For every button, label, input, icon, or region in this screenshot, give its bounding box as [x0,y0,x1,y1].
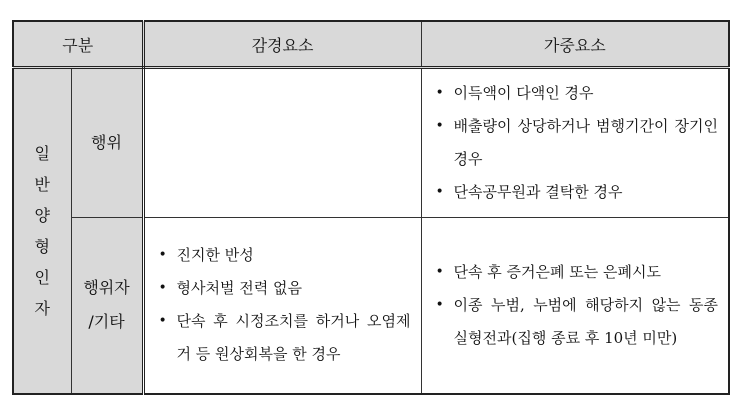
list-item: • 단속 후 증거은폐 또는 은폐시도 [436,256,719,289]
table-row-actor [13,218,729,394]
list-item: • 형사처벌 전력 없음 [159,272,411,305]
aggravating-actor-cell [421,218,729,394]
list-item: • 이종 누범, 누범에 해당하지 않는 동종 실형전과(집행 종료 후 10년 미만) [436,289,719,355]
header-aggravating: 가중요소 [421,21,729,68]
table-row-act [13,68,729,218]
subcategory-line: 행위자 [83,278,130,298]
mitigating-actor-cell [143,218,421,394]
main-category-label [14,138,71,324]
main-category-char: 자 [34,298,50,318]
main-category-char: 형 [34,236,50,256]
mitigating-actor-list [159,239,411,371]
main-category-char: 반 [34,174,50,194]
main-category-char: 인 [34,267,50,287]
main-category-cell [13,68,71,394]
sentencing-factors-table [12,20,730,395]
header-category: 구분 [13,21,143,68]
subcategory-line: /기타 [88,312,125,332]
main-category-char: 양 [34,205,50,225]
header-mitigating: 감경요소 [143,21,421,68]
list-item: • 단속공무원과 결탁한 경우 [436,176,719,209]
aggravating-actor-list [436,256,719,355]
list-item: • 이득액이 다액인 경우 [436,77,719,110]
aggravating-act-list [436,77,719,209]
list-item: • 진지한 반성 [159,239,411,272]
list-item: • 단속 후 시정조치를 하거나 오염제거 등 원상회복을 한 경우 [159,305,411,371]
aggravating-act-cell [421,68,729,218]
subcategory-actor [71,218,143,394]
subcategory-line: 행위 [91,133,122,152]
header-row [13,21,729,68]
list-item: • 배출량이 상당하거나 범행기간이 장기인 경우 [436,110,719,176]
main-category-char: 일 [34,143,50,163]
subcategory-act [71,68,143,218]
mitigating-act-cell [143,68,421,218]
